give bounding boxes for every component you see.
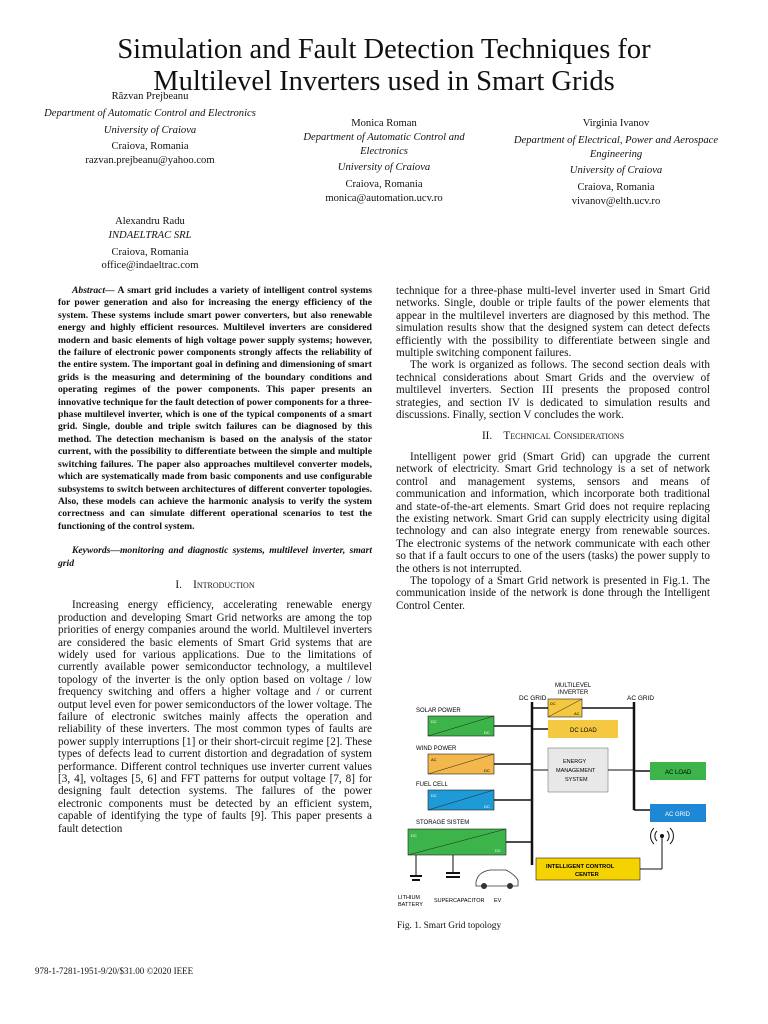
footer-copyright: 978-1-7281-1951-9/20/$31.00 ©2020 IEEE	[35, 966, 194, 976]
section-heading-2	[396, 430, 710, 442]
ev-label: EV	[494, 898, 502, 904]
svg-text:ENERGY: ENERGY	[563, 759, 587, 765]
section-title: Technical Considerations	[503, 430, 625, 443]
author-name: Virginia Ivanov	[582, 118, 650, 129]
author-email: monica@automation.ucv.ro	[325, 192, 443, 204]
storage-label: STORAGE SISTEM	[416, 820, 470, 826]
right-column	[396, 285, 710, 612]
svg-text:DC: DC	[431, 793, 437, 798]
smart-grid-figure	[398, 680, 710, 918]
intro-paragraph: Increasing energy efficiency, accelerating renewable energy production and developing Smart Grid networks are among the top priorities of energy companies around the world. Multilevel inverters are considered the basic elements of Smart Grid systems that are widely used for various applications. Due to the limitations of currently available power semiconductor technology, a multilevel topology of the inverter is the only option based on voltage / low frequency switching and offers a higher voltage and / or current output level even for power semiconductors of the lower voltage. The failure of electronic switches mainly affects the operation and reliability of these inverters. The most common types of faults are power supply interruptions [1] or their short-circuit regime [2]. These types of defects lead to current distortion and degradation of system performance. Different control techniques use inverter current values [3, 4], voltages [5, 6] and FFT patterns for output voltage [7, 8] for designing fault detection systems. The failures of the power electronic components must be detected by an efficient system, capable of identifying the type of faults [9]. This paper presents a fault detection	[58, 599, 372, 835]
body-paragraph: The work is organized as follows. The second section deals with technical considerations about Smart Grids and the overview of multilevel inverters. Section III presents the proposed control strategies, and section IV is dedicated to simulation results and discussions. Finally, section V concludes the work.	[396, 359, 710, 422]
body-paragraph: The topology of a Smart Grid network is presented in Fig.1. The communication inside of the network is done through the Intelligent Control Center.	[396, 574, 710, 612]
svg-text:DC: DC	[484, 730, 490, 735]
section-heading-1	[58, 579, 372, 591]
author-block-2	[286, 117, 482, 206]
author-dept: Department of Automatic Control and Electronics	[44, 107, 256, 119]
author-dept: Department of Automatic Control and Electronics	[303, 131, 465, 157]
svg-text:DC: DC	[495, 848, 501, 853]
author-block-3	[510, 117, 722, 209]
title-line-1: Simulation and Fault Detection Techniques for	[117, 34, 651, 65]
dc-load-label: DC LOAD	[570, 728, 597, 734]
author-name: Răzvan Prejbeanu	[111, 91, 189, 102]
author-email: razvan.prejbeanu@yahoo.com	[85, 155, 215, 167]
svg-text:SYSTEM: SYSTEM	[565, 777, 588, 783]
author-dept: INDAELTRAC SRL	[108, 229, 192, 241]
mi-label-1: MULTILEVEL	[555, 683, 592, 689]
svg-text:DC: DC	[484, 804, 490, 809]
author-city: Craiova, Romania	[577, 182, 655, 194]
svg-text:DC: DC	[484, 768, 490, 773]
author-city: Craiova, Romania	[111, 141, 189, 153]
mi-label-2: INVERTER	[558, 690, 589, 696]
wind-label: WIND POWER	[416, 746, 457, 752]
author-city: Craiova, Romania	[345, 179, 423, 191]
abstract	[58, 285, 372, 533]
svg-text:DC: DC	[550, 701, 556, 706]
svg-text:CENTER: CENTER	[575, 872, 599, 878]
svg-text:DC: DC	[431, 719, 437, 724]
author-block-4	[40, 215, 260, 273]
author-email: vivanov@elth.ucv.ro	[571, 195, 661, 207]
section-number: I.	[175, 578, 182, 591]
solar-label: SOLAR POWER	[416, 708, 461, 714]
author-univ: University of Craiova	[337, 162, 431, 174]
svg-text:MANAGEMENT: MANAGEMENT	[556, 768, 596, 774]
abstract-lead: Abstract—	[72, 285, 115, 296]
body-paragraph: Intelligent power grid (Smart Grid) can upgrade the current network of electricity. Smart Grid technology is a set of network control and management systems, sensors and means of communication and information, which incorporate both traditional and state-of-the-art elements. Smart Grid does not require replacing the existing network. Smart Grid can supply electricity using digital technology and can also integrate energy from renewable sources. The electronic systems of the network communicate with each other so that if a fault occurs to one of the users (tasks) the power supply to the others is not interrupted.	[396, 450, 710, 575]
author-univ: University of Craiova	[569, 165, 663, 177]
svg-text:DC: DC	[411, 833, 417, 838]
author-city: Craiova, Romania	[111, 246, 189, 258]
svg-text:AC: AC	[431, 757, 437, 762]
dc-grid-label: DC GRID	[519, 695, 547, 702]
fuel-label: FUEL CELL	[416, 782, 448, 788]
keywords: Keywords—monitoring and diagnostic systems, multilevel inverter, smart grid	[58, 545, 372, 569]
author-name: Alexandru Radu	[115, 216, 185, 227]
ac-grid-label: AC GRID	[665, 812, 691, 818]
paper-title	[40, 34, 728, 98]
section-number: II.	[481, 430, 493, 443]
left-column	[58, 285, 372, 835]
author-email: office@indaeltrac.com	[101, 260, 199, 272]
svg-text:AC: AC	[574, 711, 580, 716]
lithium-label-1: LITHIUM	[398, 895, 420, 901]
author-name: Monica Roman	[351, 118, 417, 129]
supercap-label: SUPERCAPACITOR	[434, 898, 485, 904]
figure-caption: Fig. 1. Smart Grid topology	[397, 921, 502, 931]
title-line-2: Multilevel Inverters used in Smart Grids	[153, 66, 615, 97]
smart-grid-diagram	[398, 680, 710, 918]
lithium-label-2: BATTERY	[398, 902, 423, 908]
author-dept: Department of Electrical, Power and Aerospace Engineering	[513, 134, 719, 160]
author-block-1	[40, 90, 260, 168]
svg-text:INTELLIGENT CONTROL: INTELLIGENT CONTROL	[546, 864, 615, 870]
body-paragraph: technique for a three-phase multi-level inverter used in Smart Grid networks. Single, double or triple faults of the power elements that appear in the multilevel inverters are diagnosed by this method. The simulation results show that the designed system can detect defects efficiently with the possibility to differentiate between single and multiple switching component failures.	[396, 285, 710, 360]
ac-grid-top-label: AC GRID	[627, 695, 655, 702]
section-title: Introduction	[193, 578, 255, 591]
abstract-text: A smart grid includes a variety of intelligent control systems for power generation and also for increasing the energy efficiency of the system. These systems include smart power converters, but also renewable energy and highly efficient resources. Multilevel inverters are considered modern and basic elements of high voltage power supply systems; however, the failure of electronic power components strongly affects the reliability of the entire system. The important goal in defining and dimensioning of smart grids is the measuring and determining of the boundary conditions and operating regimes of the power components. This paper presents an innovative technique for the fault detection of power components for a three-phase multilevel inverter, which is one of the typical components of a smart grid. Single, double and triple switch failures can be diagnosed by this method. The detection mechanism is based on the analysis of the stator current, with the possibility to differentiate between the simple and multiple switching failures. The paper also approaches multilevel converter models, which are systematically made from basic components and use configurable subsystems to switch between architectures of different converter topologies. Also, these models can achieve the harmonic analysis to verify the system correctness and can simulate different operational scenarios to test the functioning of the control system.	[58, 285, 372, 532]
author-univ: University of Craiova	[103, 124, 197, 136]
ac-load-label: AC LOAD	[665, 770, 692, 776]
